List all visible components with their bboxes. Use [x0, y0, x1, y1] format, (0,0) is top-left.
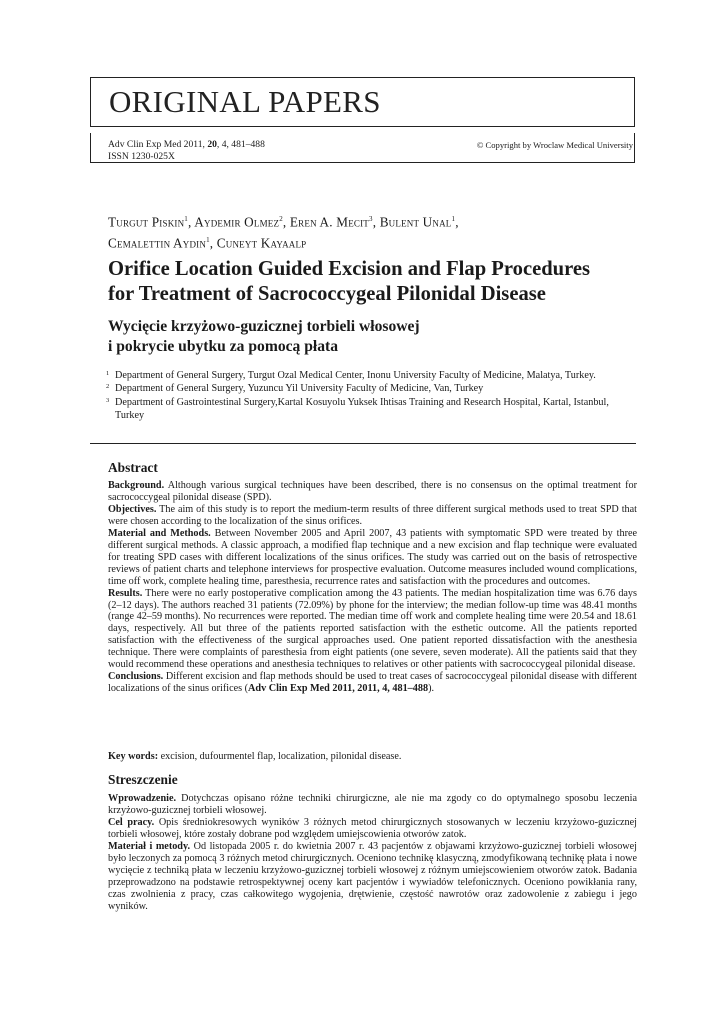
author-affiliation-mark: 1 [206, 236, 210, 245]
abstract-conclusions-text: Different excision and flap methods should be used to treat cases of sacrococcygeal pilonidal disease with different localizations of the sinus orifices ( [108, 671, 637, 695]
abstract-methods-text: Between November 2005 and April 2007, 43 patients with symptomatic SPD were treated by three different surgical methods. A classic approach, a modified flap technique and a new excision and flap technique were evaluated for treating SPD cases with different localizations of the sinus orifices. The study was carried out on the basis of retrospective reviews of patient charts and telephone interviews for prospective evaluation. Outcome measures included wound complications, time off work, complete healing time, paresthesia, recurrence rates and satisfaction with the procedures and outcomes. [108, 527, 638, 587]
author-affiliation-mark: 1 [451, 215, 456, 223]
author-name: Turgut Piskin [108, 214, 185, 230]
article-title-line-2: for Treatment of Sacrococcygeal Pilonidal Disease [108, 283, 546, 305]
affiliation-item [108, 396, 628, 423]
streszczenie-aim [108, 817, 637, 841]
author-affiliation-mark: 1 [184, 215, 188, 223]
abstract-methods-label: Material and Methods. [108, 527, 211, 539]
author-separator: , [372, 214, 380, 230]
header-divider [90, 443, 636, 444]
abstract-background-label: Background. [108, 480, 165, 491]
polish-title-line-2: i pokrycie ubytku za pomocą płata [108, 338, 339, 355]
journal-volume: 20 [207, 139, 217, 150]
abstract-conclusions-label: Conclusions. [108, 671, 164, 683]
abstract-results-text: There were no early postoperative complication among the 43 patients. The median hospitalization time was 6.76 days (2–12 days). The authors reached 31 patients (72.09%) by phone for the interview; the median follow-up time was 48.41 months (range 42–59 months). No recurrences were reported. The median time off work and complete healing time were 20.54 and 18.61 days, respectively. All but three of the patients reported satisfaction with the esthetic outcome. All the patients reported satisfaction with the effectiveness of the surgical approaches used. One patient reported dissatisfaction with the anesthesia technique. There were complaints of paresthesia from eight patients (one severe, seven moderate). All the patients said that they would recommend these operations and anesthesia techniques to relatives or other patients with sacrococcygeal pilonidal disease. [108, 587, 637, 671]
affiliation-text: Department of Gastrointestinal Surgery,Kartal Kosuyolu Yuksek Ihtisas Training and Research Hospital, Kartal, Istanbul, Turkey [115, 396, 609, 421]
section-banner [90, 77, 635, 127]
affiliation-number: 1 [106, 370, 110, 377]
streszczenie-intro-text: Dotychczas opisano różne techniki chirurgiczne, ale nie ma zgody co do optymalnego sposobu leczenia krzyżowo-guzicznej torbieli włosowej. [108, 793, 637, 816]
polish-title-line-1: Wycięcie krzyżowo-guzicznej torbieli włosowej [108, 318, 420, 335]
affiliation-list [108, 369, 628, 422]
affiliation-text: Department of General Surgery, Turgut Ozal Medical Center, Inonu University Faculty of Medicine, Malatya, Turkey. [115, 370, 596, 381]
affiliation-number: 3 [106, 396, 110, 404]
section-banner-title: ORIGINAL PAPERS [109, 84, 381, 119]
streszczenie-methods-label: Materiał i metody. [108, 840, 191, 852]
author-name: Bulent Unal [379, 214, 452, 230]
affiliation-item [108, 369, 628, 382]
abstract-objectives-label: Objectives. [108, 503, 157, 515]
abstract-background [108, 480, 637, 504]
abstract-body [108, 480, 637, 695]
author-separator: , [455, 214, 459, 230]
author-separator: , [209, 235, 217, 251]
abstract-conclusions [108, 671, 637, 695]
key-words-text: excision, dufourmentel flap, localization, pilonidal disease. [158, 751, 402, 762]
author-separator: , [188, 214, 195, 230]
article-polish-title [108, 317, 608, 357]
author-name: Cuneyt Kayaalp [216, 235, 307, 251]
key-words-label: Key words: [108, 751, 159, 762]
streszczenie-aim-text: Opis średniokresowych wyników 3 różnych metod chirurgicznych stosowanych w leczeniu krzyżowo-guzicznej torbieli włosowej, które zostały dobrane pod względem umiejscowienia otworów zatok. [108, 816, 637, 840]
author-affiliation-mark: 2 [279, 215, 283, 223]
abstract-results-label: Results. [108, 587, 143, 599]
author-name: Cemalettin Aydin [108, 235, 207, 251]
copyright-notice: © Copyright by Wroclaw Medical University [476, 140, 633, 150]
affiliation-text: Department of General Surgery, Yuzuncu Yil University Faculty of Medicine, Van, Turkey [115, 383, 484, 395]
streszczenie-methods [108, 841, 637, 913]
abstract-results [108, 588, 637, 672]
abstract-heading: Abstract [108, 460, 158, 475]
streszczenie-aim-label: Cel pracy. [108, 816, 155, 828]
abstract-citation: Adv Clin Exp Med 2011, 2011, 4, 481–488 [248, 683, 429, 695]
abstract-conclusions-end: ). [428, 683, 435, 695]
article-title [108, 257, 648, 307]
affiliation-item [108, 382, 628, 395]
abstract-background-text: Although various surgical techniques have been described, there is no consensus on the optimal treatment for sacrococcygeal pilonidal disease (SPD). [108, 480, 637, 503]
key-words [108, 751, 637, 763]
abstract-objectives [108, 504, 637, 528]
author-name: Eren A. Mecit [289, 214, 369, 230]
author-affiliation-mark: 3 [368, 215, 373, 223]
affiliation-number: 2 [106, 383, 110, 391]
streszczenie-heading: Streszczenie [108, 772, 178, 787]
journal-reference [108, 139, 265, 163]
journal-issn: ISSN 1230-025X [108, 151, 175, 162]
streszczenie-intro [108, 793, 637, 817]
abstract-methods [108, 528, 637, 588]
streszczenie-methods-text: Od listopada 2005 r. do kwietnia 2007 r. 43 pacjentów z objawami krzyżowo-guzicznej torbieli włosowej było leczonych za pomocą 3 różnych metod chirurgicznych. Oceniono technikę klasyczną, zmodyfikowaną technikę płata i nowe wycięcie z techniką płata w leczeniu krzyżowo-guzicznej torbieli włosowej z różnym umiejscowieniem otworów zatok. Badania przeprowadzono na podstawie retrospektywnej oceny kart pacjentów i wywiadów telefonicznych. Oceniono powikłania rany, czas zwolnienia z pracy, czas całkowitego wygojenia, drętwienie, częstość nawrotów oraz zadowolenie z zabiegu i jego wyników. [108, 840, 638, 912]
author-separator: , [282, 214, 290, 230]
author-list [108, 210, 638, 253]
journal-ref-prefix: Adv Clin Exp Med 2011, [108, 139, 208, 150]
author-name: Aydemir Olmez [194, 214, 280, 230]
abstract-objectives-text: The aim of this study is to report the medium-term results of three different surgical methods used to treat SPD that were chosen according to the localization of the sinus orifices. [108, 503, 637, 527]
streszczenie-intro-label: Wprowadzenie. [108, 793, 177, 804]
article-title-line-1: Orifice Location Guided Excision and Flap Procedures [108, 258, 591, 280]
journal-ref-suffix: , 4, 481–488 [216, 139, 265, 150]
streszczenie-body [108, 793, 637, 913]
